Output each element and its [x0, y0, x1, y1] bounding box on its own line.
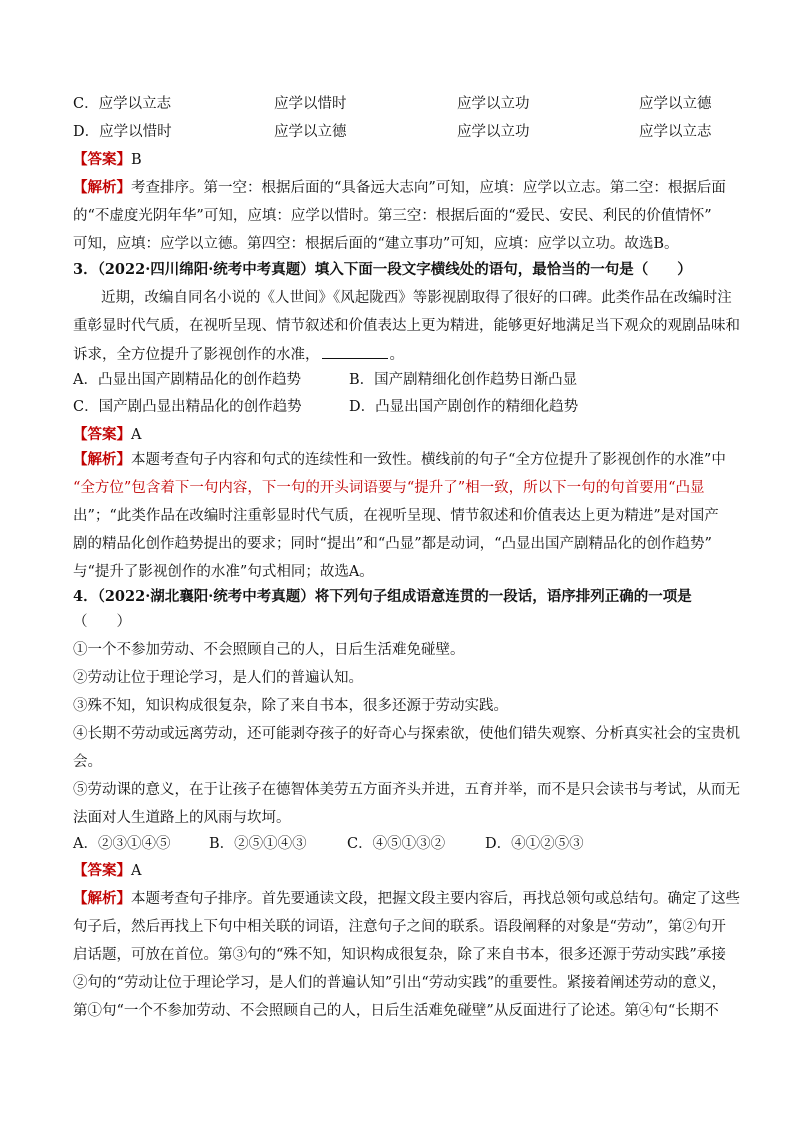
q4-option-d: D．④①②⑤③	[485, 836, 584, 852]
q3-option-c: C．国产剧凸显出精品化的创作趋势	[73, 399, 302, 415]
q4-sentence-2: ②劳动让位于理论学习，是人们的普遍认知。	[73, 670, 363, 686]
answer-label: 【答案】	[73, 151, 131, 168]
q3-analysis-line-1: 【解析】本题考查句子内容和句式的连续性和一致性。横线前的句子“全方位提升了影视创作的水准”中	[73, 451, 726, 468]
q3-analysis-line-5: 与“提升了影视创作的水准”句式相同；故选A。	[73, 564, 374, 580]
q4-answer	[73, 861, 141, 881]
q3-analysis-line-4: 剧的精品化创作趋势提出的要求；同时“提出”和“凸显”都是动词，“凸显出国产剧精品化的创作趋势”	[73, 536, 712, 552]
analysis-label: 【解析】	[73, 451, 131, 468]
answer-label: 【答案】	[73, 426, 131, 443]
q4-sentence-1: ①一个不参加劳动、不会照顾自己的人，日后生活难免碰壁。	[73, 642, 465, 658]
q4-sentence-5-cont: 法面对人生道路上的风雨与坎坷。	[73, 810, 291, 826]
q2-option-c-4: 应学以立德	[639, 96, 712, 112]
q2-option-c-3: 应学以立功	[457, 96, 530, 112]
q3-analysis-line-3: 出”；“此类作品在改编时注重彰显时代气质，在视听呈现、情节叙述和价值表达上更为精进”是对国产	[73, 508, 719, 524]
q3-passage-line-2: 重彰显时代气质，在视听呈现、情节叙述和价值表达上更为精进，能够更好地满足当下观众的观剧品味和	[73, 318, 740, 334]
q2-analysis-line-2: 的“不虚度光阴年华”可知，应填：应学以惜时。第三空：根据后面的“爱民、安民、利民的价值情怀”	[73, 208, 712, 224]
answer-label: 【答案】	[73, 862, 131, 879]
q3-analysis-line-2: “全方位”包含着下一句内容，下一句的开头词语要与“提升了”相一致，所以下一句的句首要用“凸显	[73, 480, 705, 496]
q4-paren: （ ）	[73, 614, 131, 630]
q2-option-c-1: C．应学以立志	[73, 96, 172, 112]
q4-analysis-line-5: 第①句“一个不参加劳动、不会照顾自己的人，日后生活难免碰壁”从反面进行了论述。第④句“长期不	[73, 1003, 719, 1019]
answer-value: B	[131, 152, 142, 168]
answer-value: A	[131, 863, 142, 879]
q2-analysis-line-3: 可知，应填：应学以立德。第四空：根据后面的“建立事功”可知，应填：应学以立功。故选B。	[73, 236, 679, 252]
q4-option-b: B．②⑤①④③	[209, 836, 307, 852]
q4-sentence-5: ⑤劳动课的意义，在于让孩子在德智体美劳五方面齐头并进，五育并举，而不是只会读书与考试，从而无	[73, 782, 740, 798]
q2-option-d-1: D．应学以惜时	[73, 124, 172, 140]
q4-analysis-line-3: 启话题，可放在首位。第③句的“殊不知，知识构成很复杂，除了来自书本，很多还源于劳动实践”承接	[73, 947, 726, 963]
q2-option-d-2: 应学以立德	[274, 124, 347, 140]
q4-analysis-line-4: ②句的“劳动让位于理论学习，是人们的普遍认知”引出“劳动实践”的重要性。紧接着阐述劳动的意义，	[73, 975, 727, 991]
fill-blank	[322, 344, 388, 359]
q3-passage-line-3: 诉求，全方位提升了影视创作的水准， 。	[73, 344, 404, 365]
q3-passage-line-1: 近期，改编自同名小说的《人世间》《风起陇西》等影视剧取得了很好的口碑。此类作品在改编时注	[101, 290, 732, 306]
q4-sentence-4-cont: 会。	[73, 754, 102, 770]
q4-option-a: A．②③①④⑤	[73, 836, 171, 852]
q3-option-a: A．凸显出国产剧精品化的创作趋势	[73, 372, 301, 388]
q2-option-d-4: 应学以立志	[639, 124, 712, 140]
q2-option-d-3: 应学以立功	[457, 124, 530, 140]
q4-sentence-4: ④长期不劳动或远离劳动，还可能剥夺孩子的好奇心与探索欲，使他们错失观察、分析真实社会的宝贵机	[73, 726, 740, 742]
q4-analysis-line-2: 句子后，然后再找上下句中相关联的词语，注意句子之间的联系。语段阐释的对象是“劳动”，第②句开	[73, 919, 726, 935]
q3-answer	[73, 425, 141, 445]
q3-header: 3．（2022·四川绵阳·统考中考真题）填入下面一段文字横线处的语句，最恰当的一句是（ ）	[73, 261, 692, 278]
q3-option-b: B．国产剧精细化创作趋势日渐凸显	[349, 372, 578, 388]
q4-header: 4．（2022·湖北襄阳·统考中考真题）将下列句子组成语意连贯的一段话，语序排列正确的一项是	[73, 588, 692, 605]
q4-sentence-3: ③殊不知，知识构成很复杂，除了来自书本，很多还源于劳动实践。	[73, 698, 508, 714]
answer-value: A	[131, 427, 142, 443]
q2-option-c-2: 应学以惜时	[274, 96, 347, 112]
q3-option-d: D．凸显出国产剧创作的精细化趋势	[349, 399, 579, 415]
q2-answer	[73, 150, 142, 170]
q2-analysis-line-1: 【解析】考查排序。第一空：根据后面的“具备远大志向”可知，应填：应学以立志。第二空：根据后面	[73, 179, 726, 196]
analysis-label: 【解析】	[73, 179, 131, 196]
analysis-label: 【解析】	[73, 890, 131, 907]
q4-option-c: C．④⑤①③②	[347, 836, 446, 852]
q4-analysis-line-1: 【解析】本题考查句子排序。首先要通读文段，把握文段主要内容后，再找总领句或总结句。确定了这些	[73, 890, 740, 907]
